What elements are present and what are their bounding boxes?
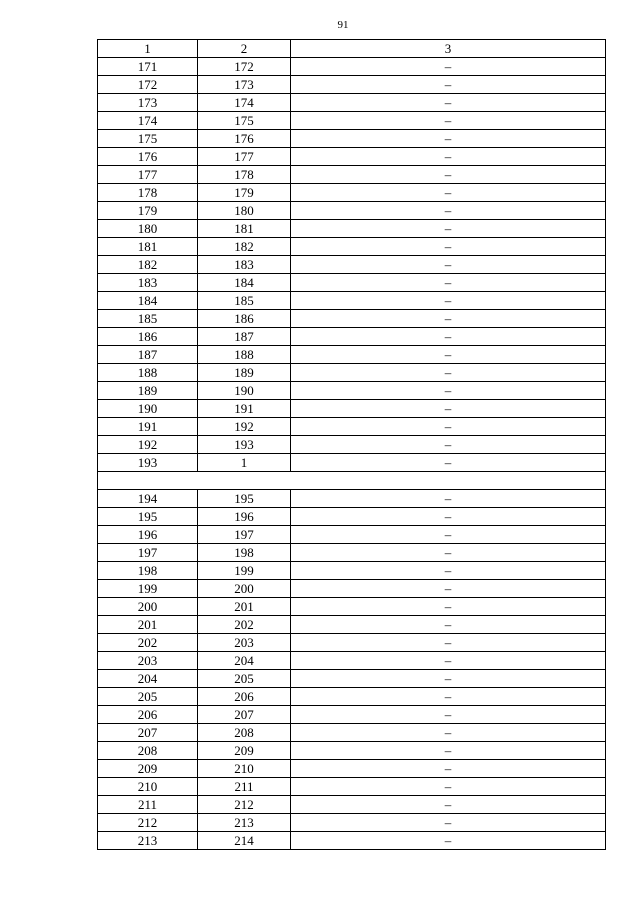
table-cell-col-3: – — [291, 508, 606, 526]
table-cell-col-3: – — [291, 490, 606, 508]
table-cell-col-3: – — [291, 382, 606, 400]
table-cell-col-1: 171 — [98, 58, 198, 76]
table-cell-col-1: 180 — [98, 220, 198, 238]
table-cell-col-3: – — [291, 760, 606, 778]
table-cell-col-3: – — [291, 58, 606, 76]
table-cell-col-3: – — [291, 346, 606, 364]
table-row — [98, 382, 606, 400]
table-cell-col-2: 193 — [198, 436, 291, 454]
table-cell-col-2: 189 — [198, 364, 291, 382]
table-cell-col-2: 185 — [198, 292, 291, 310]
table-cell-col-3: – — [291, 166, 606, 184]
table-cell-col-2: 192 — [198, 418, 291, 436]
table-cell-col-2: 174 — [198, 94, 291, 112]
table-cell-col-1: 181 — [98, 238, 198, 256]
table-cell-col-1: 185 — [98, 310, 198, 328]
table-cell-col-2: 203 — [198, 634, 291, 652]
table-cell-col-3: – — [291, 418, 606, 436]
table-cell-col-1: 199 — [98, 580, 198, 598]
table-row — [98, 418, 606, 436]
table-cell-col-1: 191 — [98, 418, 198, 436]
table-cell-col-2: 213 — [198, 814, 291, 832]
table-cell-col-3: – — [291, 562, 606, 580]
table-cell-col-1: 210 — [98, 778, 198, 796]
table-row — [98, 814, 606, 832]
table-cell-col-1: 206 — [98, 706, 198, 724]
table-cell-col-1: 198 — [98, 562, 198, 580]
table-cell-col-2: 211 — [198, 778, 291, 796]
page-number: 91 — [337, 19, 349, 31]
table-cell-col-1: 190 — [98, 400, 198, 418]
table-cell-col-3: – — [291, 724, 606, 742]
table-cell-col-1: 207 — [98, 724, 198, 742]
table-cell-col-3: – — [291, 328, 606, 346]
table-cell-col-1: 204 — [98, 670, 198, 688]
table-row — [98, 184, 606, 202]
table-cell-col-3: – — [291, 364, 606, 382]
table-cell-col-2: 175 — [198, 112, 291, 130]
table-cell-col-2: 1 — [198, 454, 291, 472]
table-cell-col-2: 198 — [198, 544, 291, 562]
table-cell-col-2: 208 — [198, 724, 291, 742]
table-cell-col-1: 172 — [98, 76, 198, 94]
table-cell-col-3: – — [291, 544, 606, 562]
table-cell-col-2: 184 — [198, 274, 291, 292]
table-cell-col-3: – — [291, 454, 606, 472]
table-cell-col-1: 205 — [98, 688, 198, 706]
table-cell-col-1: 197 — [98, 544, 198, 562]
table-cell-col-2: 190 — [198, 382, 291, 400]
table-row — [98, 76, 606, 94]
table-cell-col-1: 208 — [98, 742, 198, 760]
table-cell-col-2: 205 — [198, 670, 291, 688]
table-row — [98, 220, 606, 238]
table-cell-col-1: 196 — [98, 526, 198, 544]
table-cell-col-2: 180 — [198, 202, 291, 220]
table-cell-col-2: 172 — [198, 58, 291, 76]
table-cell-col-2: 212 — [198, 796, 291, 814]
table-cell-col-2: 201 — [198, 598, 291, 616]
table-row — [98, 526, 606, 544]
table-cell-col-3: – — [291, 130, 606, 148]
table-cell-col-1: 213 — [98, 832, 198, 850]
table-row — [98, 688, 606, 706]
column-header-2: 2 — [198, 40, 291, 58]
table-row — [98, 256, 606, 274]
table-cell-col-2: 182 — [198, 238, 291, 256]
table-row — [98, 778, 606, 796]
table-row — [98, 94, 606, 112]
table-row — [98, 508, 606, 526]
table-cell-col-3: – — [291, 688, 606, 706]
table-row — [98, 238, 606, 256]
table-cell-col-1: 194 — [98, 490, 198, 508]
table-row — [98, 706, 606, 724]
table-cell-col-2: 214 — [198, 832, 291, 850]
table-cell-col-1: 187 — [98, 346, 198, 364]
table-row — [98, 400, 606, 418]
table-cell-col-1: 203 — [98, 652, 198, 670]
table-cell-col-1: 192 — [98, 436, 198, 454]
data-table — [97, 39, 606, 850]
table-cell-col-2: 177 — [198, 148, 291, 166]
table-cell-col-3: – — [291, 616, 606, 634]
table-cell-col-3: – — [291, 778, 606, 796]
table-cell-col-1: 182 — [98, 256, 198, 274]
table-row — [98, 544, 606, 562]
table-cell-col-2: 199 — [198, 562, 291, 580]
table-cell-col-2: 197 — [198, 526, 291, 544]
table-cell-col-1: 195 — [98, 508, 198, 526]
table-cell-col-3: – — [291, 670, 606, 688]
table-row — [98, 598, 606, 616]
table-cell-col-1: 184 — [98, 292, 198, 310]
table-cell-col-1: 188 — [98, 364, 198, 382]
table-cell-col-1: 209 — [98, 760, 198, 778]
table-cell-col-3: – — [291, 112, 606, 130]
table-cell-col-3: – — [291, 814, 606, 832]
table-cell-col-2: 200 — [198, 580, 291, 598]
table-cell-col-2: 210 — [198, 760, 291, 778]
table-row — [98, 832, 606, 850]
table-row — [98, 436, 606, 454]
table-cell-col-1: 211 — [98, 796, 198, 814]
table-row — [98, 310, 606, 328]
table-cell-col-1: 176 — [98, 148, 198, 166]
table-cell-col-3: – — [291, 220, 606, 238]
table-cell-col-2: 181 — [198, 220, 291, 238]
table-cell-col-2: 204 — [198, 652, 291, 670]
table-row — [98, 364, 606, 382]
table-cell-col-3: – — [291, 274, 606, 292]
table-cell-col-3: – — [291, 634, 606, 652]
section-separator-cell — [98, 472, 606, 490]
table-cell-col-3: – — [291, 598, 606, 616]
table-cell-col-2: 176 — [198, 130, 291, 148]
table-cell-col-1: 174 — [98, 112, 198, 130]
table-row — [98, 454, 606, 472]
table-row — [98, 328, 606, 346]
table-cell-col-1: 212 — [98, 814, 198, 832]
table-cell-col-3: – — [291, 400, 606, 418]
table-row — [98, 58, 606, 76]
table-cell-col-1: 175 — [98, 130, 198, 148]
table-row — [98, 760, 606, 778]
table-cell-col-2: 191 — [198, 400, 291, 418]
table-row — [98, 346, 606, 364]
table-cell-col-2: 195 — [198, 490, 291, 508]
table-cell-col-3: – — [291, 652, 606, 670]
table-cell-col-2: 207 — [198, 706, 291, 724]
table-cell-col-1: 202 — [98, 634, 198, 652]
table-cell-col-2: 173 — [198, 76, 291, 94]
table-row — [98, 490, 606, 508]
table-cell-col-3: – — [291, 310, 606, 328]
table-cell-col-1: 189 — [98, 382, 198, 400]
table-row — [98, 616, 606, 634]
table-cell-col-1: 200 — [98, 598, 198, 616]
table-cell-col-2: 206 — [198, 688, 291, 706]
table-row — [98, 670, 606, 688]
table-cell-col-1: 186 — [98, 328, 198, 346]
table-cell-col-3: – — [291, 238, 606, 256]
table-row — [98, 634, 606, 652]
table-cell-col-1: 173 — [98, 94, 198, 112]
table-cell-col-2: 209 — [198, 742, 291, 760]
column-header-3: 3 — [291, 40, 606, 58]
table-cell-col-2: 179 — [198, 184, 291, 202]
table-cell-col-3: – — [291, 184, 606, 202]
table-cell-col-2: 178 — [198, 166, 291, 184]
table-row — [98, 274, 606, 292]
table-cell-col-3: – — [291, 148, 606, 166]
table-row — [98, 202, 606, 220]
table-cell-col-2: 202 — [198, 616, 291, 634]
table-cell-col-1: 177 — [98, 166, 198, 184]
table-cell-col-3: – — [291, 742, 606, 760]
table-cell-col-3: – — [291, 832, 606, 850]
table-row — [98, 742, 606, 760]
table-row — [98, 292, 606, 310]
table-cell-col-2: 187 — [198, 328, 291, 346]
table-row — [98, 562, 606, 580]
table-row — [98, 796, 606, 814]
table-cell-col-3: – — [291, 580, 606, 598]
table-cell-col-3: – — [291, 202, 606, 220]
table-cell-col-3: – — [291, 796, 606, 814]
table-cell-col-2: 183 — [198, 256, 291, 274]
table-cell-col-3: – — [291, 436, 606, 454]
table-cell-col-1: 178 — [98, 184, 198, 202]
table-cell-col-2: 188 — [198, 346, 291, 364]
table-cell-col-1: 179 — [98, 202, 198, 220]
table-cell-col-3: – — [291, 292, 606, 310]
table-row — [98, 166, 606, 184]
table-cell-col-1: 183 — [98, 274, 198, 292]
table-row — [98, 112, 606, 130]
table-row — [98, 580, 606, 598]
table-cell-col-3: – — [291, 526, 606, 544]
table-row — [98, 652, 606, 670]
table-row — [98, 130, 606, 148]
table-body — [98, 40, 606, 850]
table-cell-col-2: 196 — [198, 508, 291, 526]
section-separator-row — [98, 472, 606, 490]
table-cell-col-3: – — [291, 706, 606, 724]
table-row — [98, 148, 606, 166]
table-row — [98, 724, 606, 742]
header-row — [98, 40, 606, 58]
table-cell-col-3: – — [291, 256, 606, 274]
table-cell-col-1: 193 — [98, 454, 198, 472]
table-cell-col-3: – — [291, 94, 606, 112]
table-cell-col-3: – — [291, 76, 606, 94]
column-header-1: 1 — [98, 40, 198, 58]
table-cell-col-1: 201 — [98, 616, 198, 634]
table-cell-col-2: 186 — [198, 310, 291, 328]
